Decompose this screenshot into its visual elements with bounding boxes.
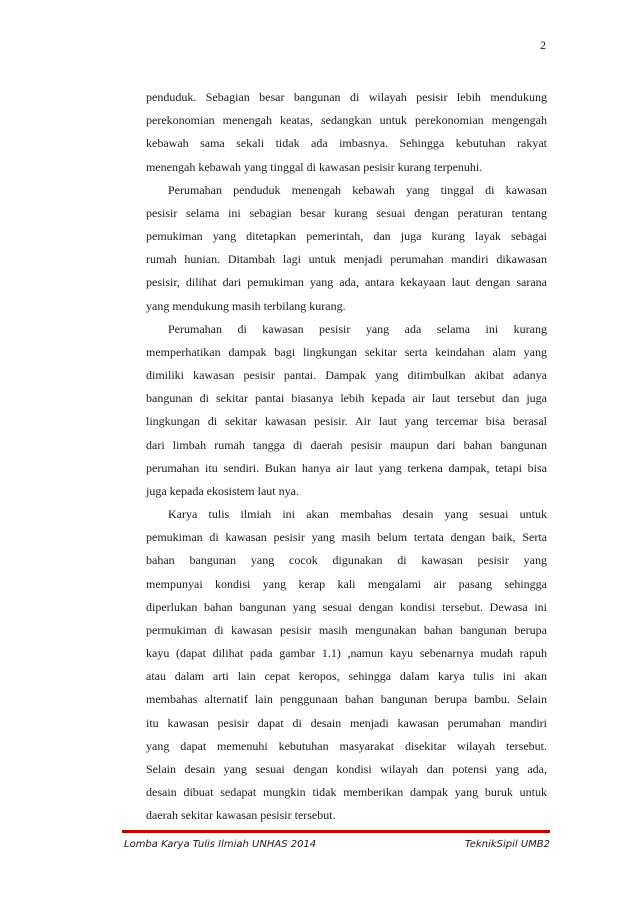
body-text: [146, 86, 547, 828]
text-line: diperlukan bahan bangunan yang sesuai dengan kondisi tersebut. Dewasa ini: [146, 599, 547, 614]
text-line: pemukiman yang ditetapkan pemerintah, dan juga kurang layak sebagai: [146, 229, 547, 244]
text-line: Selain desain yang sesuai dengan kondisi wilayah dan potensi yang ada,: [146, 761, 547, 776]
text-line: atau dalam arti lain cepat keropos, sehingga dalam karya tulis ini akan: [146, 669, 547, 684]
text-line: itu kawasan pesisir dapat di desain menjadi kawasan perumahan mandiri: [146, 715, 547, 730]
text-line: yang mendukung masih terbilang kurang.: [146, 298, 346, 313]
text-line: daerah sekitar kawasan pesisir tersebut.: [146, 808, 336, 823]
text-line: bahan bangunan yang cocok digunakan di kawasan pesisir yang: [146, 553, 547, 568]
text-line: perekonomian menengah keatas, sedangkan untuk perekonomian mengengah: [146, 113, 547, 128]
text-line: perumahan itu sendiri. Bukan hanya air laut yang terkena dampak, tetapi bisa: [146, 460, 547, 475]
text-line: pemukiman di kawasan pesisir yang masih belum tertata dengan baik, Serta: [146, 530, 547, 545]
text-line: dimiliki kawasan pesisir pantai. Dampak yang ditimbulkan akibat adanya: [146, 368, 547, 383]
footer-competition-title: Lomba Karya Tulis Ilmiah UNHAS 2014: [124, 839, 317, 850]
text-line: kebawah sama sekali tidak ada imbasnya. Sehingga kebutuhan rakyat: [146, 136, 547, 151]
paragraph: [146, 86, 547, 179]
text-line: Perumahan penduduk menengah kebawah yang tinggal di kawasan: [168, 182, 547, 197]
text-line: pesisir, dilihat dari pemukiman yang ada, antara kekayaan laut dengan sarana: [146, 275, 547, 290]
text-line: Perumahan di kawasan pesisir yang ada selama ini kurang: [168, 321, 547, 336]
text-line: penduduk. Sebagian besar bangunan di wilayah pesisir lebih mendukung: [146, 90, 547, 104]
text-line: bangunan di sekitar pantai biasanya lebih kepada air laut tersebut dan juga: [146, 391, 547, 406]
text-line: kayu (dapat dilihat pada gambar 1.1) ,namun kayu sebenarnya mudah rapuh: [146, 646, 547, 661]
text-line: menengah kebawah yang tinggal di kawasan pesisir kurang terpenuhi.: [146, 159, 483, 174]
text-line: permukiman di kawasan pesisir masih mengunakan bahan bangunan berupa: [146, 622, 547, 637]
text-line: membahas alternatif lain penggunaan bahan bangunan berupa bambu. Selain: [146, 692, 547, 707]
page-number: 2: [540, 38, 546, 52]
text-line: dari limbah rumah tangga di daerah pesisir maupun dari bahan bangunan: [146, 437, 547, 452]
paragraph: [146, 503, 547, 827]
paragraph: [146, 318, 547, 503]
text-line: yang dapat memenuhi kebutuhan masyarakat disekitar wilayah tersebut.: [146, 738, 547, 753]
text-line: memperhatikan dampak bagi lingkungan sekitar serta keindahan alam yang: [146, 344, 547, 359]
text-line: juga kepada ekosistem laut nya.: [146, 483, 299, 498]
text-line: lingkungan di sekitar kawasan pesisir. Air laut yang tercemar bisa berasal: [146, 414, 547, 429]
text-line: Karya tulis ilmiah ini akan membahas desain yang sesuai untuk: [168, 507, 547, 522]
text-line: pesisir selama ini sebagian besar kurang sesuai dengan peraturan tentang: [146, 205, 547, 220]
footer-department: TeknikSipil UMB2: [464, 839, 550, 850]
text-line: mempunyai kondisi yang kerap kali mengalami air pasang sehingga: [146, 576, 547, 591]
text-line: desain dibuat sedapat mungkin tidak memberikan dampak yang buruk untuk: [146, 785, 547, 800]
footer-rule: [122, 830, 550, 833]
text-line: rumah hunian. Ditambah lagi untuk menjadi perumahan mandiri dikawasan: [146, 252, 547, 267]
paragraph: [146, 179, 547, 318]
